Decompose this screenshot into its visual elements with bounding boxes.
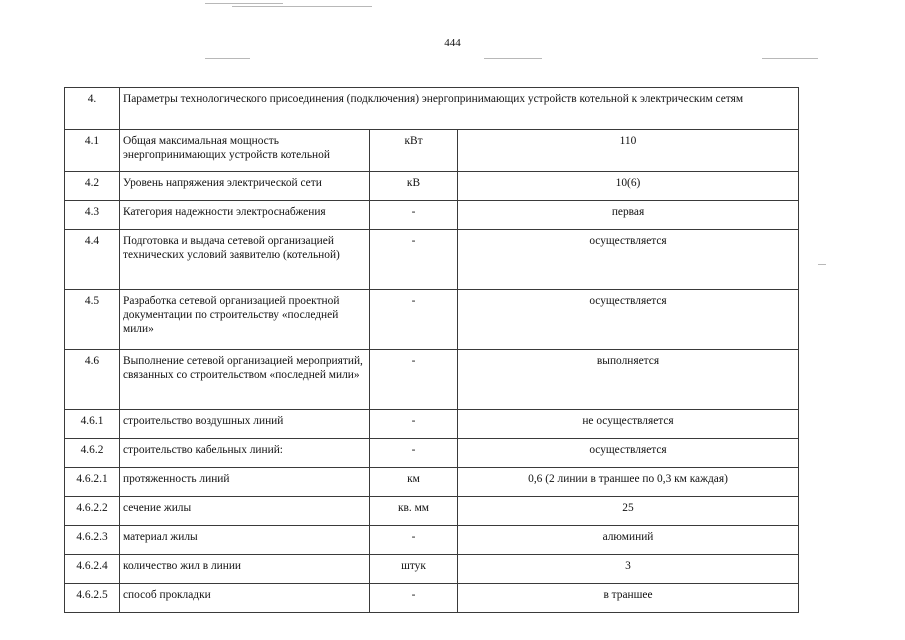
row-number: 4.5: [65, 290, 120, 350]
parameter-unit: -: [370, 439, 458, 468]
parameter-name: строительство кабельных линий:: [120, 439, 370, 468]
table-row: [65, 584, 799, 613]
parameter-name: способ прокладки: [120, 584, 370, 613]
row-number: 4.6.2.5: [65, 584, 120, 613]
section-header-row: [65, 88, 799, 130]
row-number: 4.6.2: [65, 439, 120, 468]
table-row: [65, 410, 799, 439]
row-number: 4.6.2.2: [65, 497, 120, 526]
parameter-name: Категория надежности электроснабжения: [120, 201, 370, 230]
parameter-unit: кВт: [370, 130, 458, 172]
parameter-name: протяженность линий: [120, 468, 370, 497]
parameter-unit: -: [370, 290, 458, 350]
parameter-unit: кВ: [370, 172, 458, 201]
row-number: 4.6.2.3: [65, 526, 120, 555]
row-number: 4.2: [65, 172, 120, 201]
parameter-unit: -: [370, 230, 458, 290]
table-row: [65, 172, 799, 201]
parameter-name: Уровень напряжения электрической сети: [120, 172, 370, 201]
parameter-value: осуществляется: [458, 290, 799, 350]
parameter-name: Разработка сетевой организацией проектной документации по строительству «последней мили»: [120, 290, 370, 350]
table-row: [65, 439, 799, 468]
parameter-unit: -: [370, 584, 458, 613]
table-row: [65, 290, 799, 350]
table-row: [65, 350, 799, 410]
row-number: 4.6: [65, 350, 120, 410]
parameter-value: осуществляется: [458, 439, 799, 468]
scan-artifact: [205, 58, 250, 59]
parameter-unit: штук: [370, 555, 458, 584]
parameter-unit: -: [370, 350, 458, 410]
row-number: 4.6.2.1: [65, 468, 120, 497]
parameter-value: 0,6 (2 линии в траншее по 0,3 км каждая): [458, 468, 799, 497]
row-number: 4.3: [65, 201, 120, 230]
parameter-value: первая: [458, 201, 799, 230]
parameter-unit: -: [370, 201, 458, 230]
parameter-value: алюминий: [458, 526, 799, 555]
parameter-value: 3: [458, 555, 799, 584]
parameter-unit: -: [370, 526, 458, 555]
table-row: [65, 468, 799, 497]
parameter-name: Выполнение сетевой организацией мероприятий, связанных со строительством «последней мили»: [120, 350, 370, 410]
parameter-value: 10(6): [458, 172, 799, 201]
scan-artifact: [818, 264, 826, 265]
scan-artifact: [484, 58, 542, 59]
parameter-unit: км: [370, 468, 458, 497]
parameter-value: 25: [458, 497, 799, 526]
parameters-table: [64, 87, 799, 613]
parameter-name: строительство воздушных линий: [120, 410, 370, 439]
row-number: 4.6.2.4: [65, 555, 120, 584]
row-number: 4.6.1: [65, 410, 120, 439]
scan-artifact: [762, 58, 818, 59]
page-number: 444: [444, 37, 461, 49]
scan-artifact: [232, 6, 372, 7]
table-row: [65, 130, 799, 172]
parameter-value: выполняется: [458, 350, 799, 410]
parameter-value: в траншее: [458, 584, 799, 613]
parameter-unit: кв. мм: [370, 497, 458, 526]
parameter-name: Общая максимальная мощность энергопринимающих устройств котельной: [120, 130, 370, 172]
parameter-name: сечение жилы: [120, 497, 370, 526]
section-title: Параметры технологического присоединения (подключения) энергопринимающих устройств котельной к электрическим сетям: [120, 88, 799, 130]
parameter-name: количество жил в линии: [120, 555, 370, 584]
parameter-value: 110: [458, 130, 799, 172]
parameter-name: Подготовка и выдача сетевой организацией технических условий заявителю (котельной): [120, 230, 370, 290]
table-row: [65, 526, 799, 555]
parameter-value: осуществляется: [458, 230, 799, 290]
parameter-unit: -: [370, 410, 458, 439]
parameter-name: материал жилы: [120, 526, 370, 555]
row-number: 4.1: [65, 130, 120, 172]
parameter-value: не осуществляется: [458, 410, 799, 439]
scan-artifact: [205, 3, 283, 4]
row-number: 4.4: [65, 230, 120, 290]
section-number: 4.: [65, 88, 120, 130]
table-row: [65, 497, 799, 526]
table-row: [65, 555, 799, 584]
table-row: [65, 201, 799, 230]
table-row: [65, 230, 799, 290]
